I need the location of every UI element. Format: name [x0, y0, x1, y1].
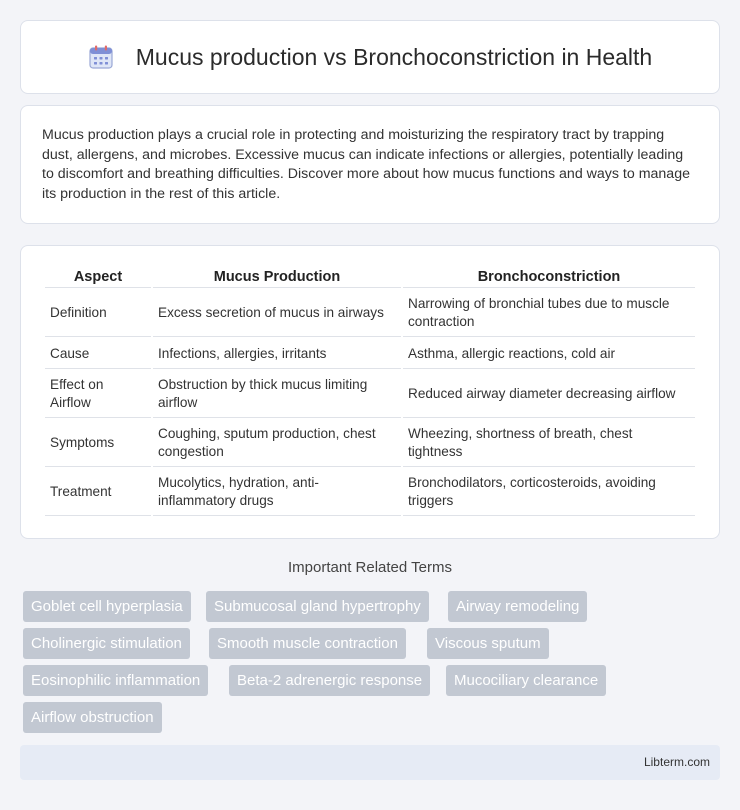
- page-title: Mucus production vs Bronchoconstriction in Health: [135, 43, 653, 70]
- table-header-row: [45, 268, 695, 288]
- footer: [20, 745, 720, 780]
- row-broncho: Wheezing, shortness of breath, chest tightness: [403, 420, 695, 467]
- row-mucus: Excess secretion of mucus in airways: [153, 290, 401, 337]
- row-aspect: Effect on Airflow: [45, 371, 151, 418]
- tag-airflow-obstruction[interactable]: Airflow obstruction: [23, 702, 162, 733]
- row-aspect: Symptoms: [45, 420, 151, 467]
- tag-smooth-muscle-contraction[interactable]: Smooth muscle contraction: [209, 628, 406, 659]
- comparison-table: [43, 266, 697, 518]
- table-row: [45, 371, 695, 418]
- tag-mucociliary-clearance[interactable]: Mucociliary clearance: [446, 665, 606, 696]
- row-broncho: Bronchodilators, corticosteroids, avoiding triggers: [403, 469, 695, 516]
- table-row: [45, 339, 695, 369]
- header-card: [20, 20, 720, 94]
- intro-text: Mucus production plays a crucial role in protecting and moisturizing the respiratory tract by trapping dust, allergens, and microbes. Excessive mucus can indicate infections or allergies, potentially leading to discomfort and breathing difficulties. Discover more about how mucus functions and ways to manage its production in the rest of this article.: [42, 127, 690, 202]
- comparison-table-card: [20, 245, 720, 539]
- tag-beta-2-adrenergic-response[interactable]: Beta-2 adrenergic response: [229, 665, 430, 696]
- row-broncho: Reduced airway diameter decreasing airflow: [403, 371, 695, 418]
- column-header-aspect: Aspect: [45, 268, 151, 288]
- table-row: [45, 420, 695, 467]
- tag-goblet-cell-hyperplasia[interactable]: Goblet cell hyperplasia: [23, 591, 191, 622]
- row-mucus: Mucolytics, hydration, anti-inflammatory drugs: [153, 469, 401, 516]
- related-terms-title: Important Related Terms: [288, 559, 452, 576]
- intro-card: [20, 105, 720, 224]
- tag-airway-remodeling[interactable]: Airway remodeling: [448, 591, 587, 622]
- tag-eosinophilic-inflammation[interactable]: Eosinophilic inflammation: [23, 665, 208, 696]
- column-header-mucus: Mucus Production: [153, 268, 401, 288]
- row-broncho: Asthma, allergic reactions, cold air: [403, 339, 695, 369]
- table-row: [45, 469, 695, 516]
- row-mucus: Coughing, sputum production, chest congestion: [153, 420, 401, 467]
- row-mucus: Obstruction by thick mucus limiting airflow: [153, 371, 401, 418]
- row-broncho: Narrowing of bronchial tubes due to muscle contraction: [403, 290, 695, 337]
- tag-submucosal-gland-hypertrophy[interactable]: Submucosal gland hypertrophy: [206, 591, 429, 622]
- row-aspect: Cause: [45, 339, 151, 369]
- footer-site-link[interactable]: Libterm.com: [643, 755, 710, 769]
- tag-cholinergic-stimulation[interactable]: Cholinergic stimulation: [23, 628, 190, 659]
- calendar-icon: [88, 44, 114, 70]
- row-mucus: Infections, allergies, irritants: [153, 339, 401, 369]
- row-aspect: Treatment: [45, 469, 151, 516]
- column-header-broncho: Bronchoconstriction: [403, 268, 695, 288]
- tag-viscous-sputum[interactable]: Viscous sputum: [427, 628, 549, 659]
- row-aspect: Definition: [45, 290, 151, 337]
- table-row: [45, 290, 695, 337]
